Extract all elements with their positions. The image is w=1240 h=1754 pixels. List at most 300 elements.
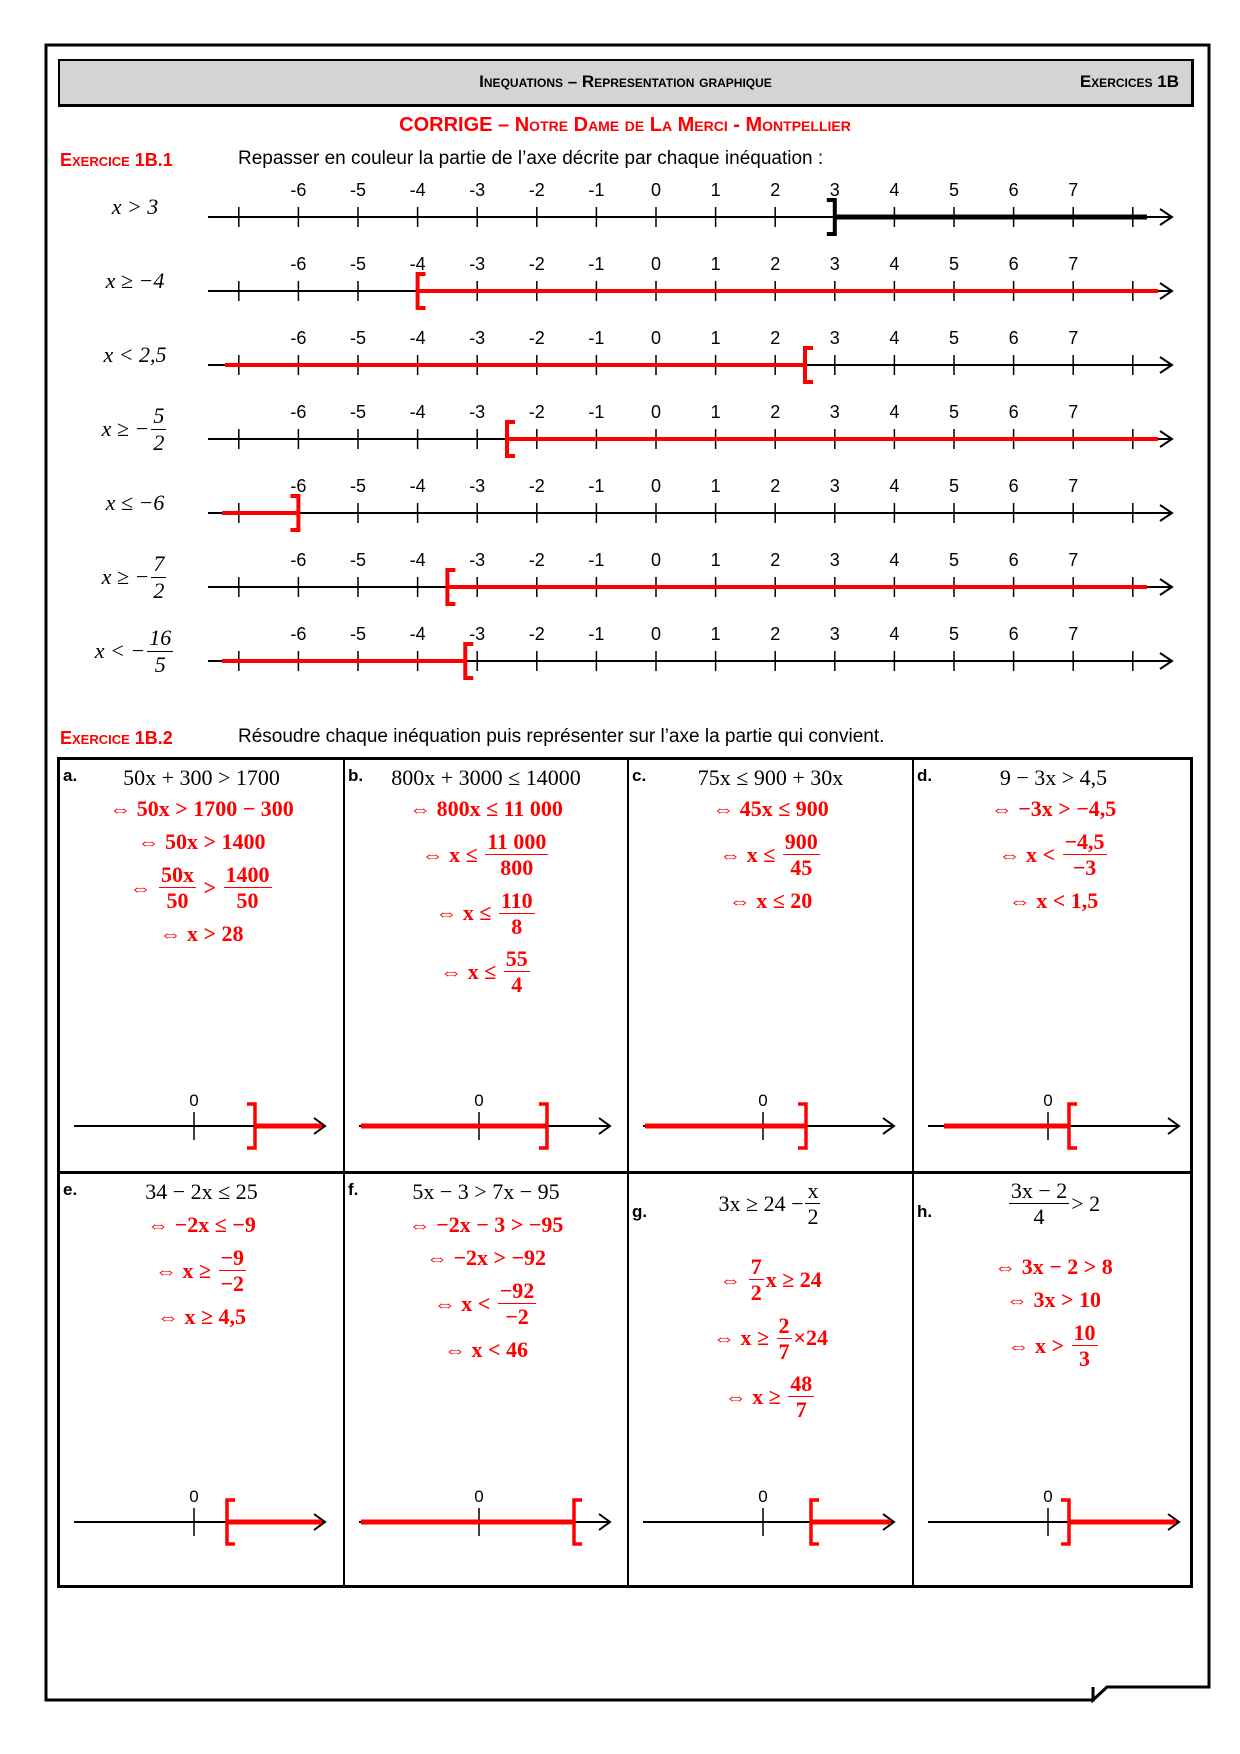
fraction-denominator: 4 xyxy=(511,972,523,998)
inequality-label xyxy=(75,616,195,686)
arrow-head-icon xyxy=(1160,283,1172,299)
mini-number-line xyxy=(629,1086,914,1166)
fraction-denominator: 2 xyxy=(153,429,165,455)
mini-number-line xyxy=(914,1482,1193,1562)
cell-equation xyxy=(914,1178,1193,1230)
fraction-denominator: 50 xyxy=(236,888,259,914)
arrow-head-icon xyxy=(1160,357,1172,373)
tick-label: 4 xyxy=(889,180,900,200)
math-text: ⇔ x ≤ xyxy=(719,841,781,867)
math-text: x < − xyxy=(94,638,146,663)
solution-steps xyxy=(914,796,1193,914)
tick-label: -3 xyxy=(469,476,486,496)
tick-label: 2 xyxy=(770,328,781,348)
fraction xyxy=(499,888,535,940)
tick-label: 3 xyxy=(829,254,840,274)
math-text: x ≥ 24 xyxy=(765,1266,822,1292)
tick-label: 0 xyxy=(650,624,662,644)
tick-label: -6 xyxy=(290,180,307,200)
math-text: x ≥ − xyxy=(101,416,150,441)
tick-label: -4 xyxy=(409,180,426,200)
math-text: ⇔ −3x > −4,5 xyxy=(990,796,1117,821)
tick-label: -6 xyxy=(290,328,307,348)
inequality-label xyxy=(75,246,195,316)
fraction-numerator: −92 xyxy=(499,1278,535,1303)
fraction-numerator: 7 xyxy=(153,551,165,577)
tick-label: 2 xyxy=(770,402,781,422)
solution-steps xyxy=(60,1212,343,1330)
solution-step xyxy=(129,862,273,914)
tick-label: 6 xyxy=(1008,254,1019,274)
tick-label: -2 xyxy=(528,328,545,348)
tick-label: 7 xyxy=(1068,402,1079,422)
interval-bracket xyxy=(827,200,835,234)
mini-number-line xyxy=(345,1086,629,1166)
fraction-numerator: 5 xyxy=(153,403,165,429)
solution-cell xyxy=(914,1174,1193,1585)
zero-label: 0 xyxy=(474,1487,484,1506)
solution-step xyxy=(109,796,294,822)
tick-label: -6 xyxy=(290,476,307,496)
solution-step xyxy=(147,1212,256,1238)
fraction xyxy=(777,1313,792,1365)
header-exercise-ref: Exercices 1B xyxy=(1079,72,1179,91)
fraction-denominator: 8 xyxy=(511,913,523,939)
solution-step xyxy=(422,829,551,881)
inequality-label xyxy=(75,394,195,464)
tick-label: -5 xyxy=(349,254,367,274)
arrow-head-icon xyxy=(1160,579,1172,595)
tick-label: 0 xyxy=(650,180,662,200)
tick-label: -5 xyxy=(349,550,367,570)
tick-label: 0 xyxy=(650,254,662,274)
tick-label: -4 xyxy=(409,624,426,644)
tick-label: -4 xyxy=(409,328,426,348)
fraction xyxy=(788,1371,814,1423)
tick-label: 4 xyxy=(889,476,900,496)
fraction-numerator: 110 xyxy=(500,887,533,913)
zero-label: 0 xyxy=(758,1487,768,1506)
cell-equation xyxy=(60,1176,343,1208)
mini-number-line xyxy=(629,1482,914,1562)
tick-label: -6 xyxy=(290,402,307,422)
tick-label: 7 xyxy=(1068,180,1079,200)
fraction-denominator: −3 xyxy=(1072,855,1097,881)
cell-equation xyxy=(629,762,912,794)
fraction xyxy=(224,862,272,914)
cell-equation xyxy=(629,1178,912,1230)
tick-label: -3 xyxy=(469,180,486,200)
cell-letter: c. xyxy=(632,766,647,785)
cell-equation xyxy=(60,762,343,794)
fraction xyxy=(151,551,166,603)
fraction xyxy=(805,1178,820,1230)
interval-bracket xyxy=(465,644,473,678)
tick-label: 4 xyxy=(889,328,900,348)
solution-step xyxy=(137,829,265,855)
math-text: ⇔ x ≤ 20 xyxy=(728,887,813,913)
math-text: ⇔ 3x > 10 xyxy=(1005,1287,1102,1312)
fraction-denominator: 800 xyxy=(500,855,534,881)
math-text: 75x ≤ 900 + 30x xyxy=(697,765,844,790)
header-bar xyxy=(58,59,1194,107)
cell-letter: d. xyxy=(917,766,933,785)
math-text: ⇔ x ≤ xyxy=(435,900,497,926)
fraction-numerator: 50x xyxy=(160,862,194,887)
tick-label: -2 xyxy=(528,180,545,200)
solution-step xyxy=(998,829,1108,881)
interval-bracket xyxy=(805,348,813,382)
zero-label: 0 xyxy=(189,1091,199,1110)
math-text: ⇔ x > 28 xyxy=(159,920,244,946)
fraction xyxy=(498,1278,537,1330)
tick-label: 1 xyxy=(710,402,721,422)
mini-number-line xyxy=(914,1086,1193,1166)
number-line xyxy=(208,624,1172,678)
solution-step xyxy=(994,1254,1113,1280)
math-text: ⇔ x > xyxy=(1007,1332,1070,1358)
fraction xyxy=(147,625,173,677)
cell-letter: f. xyxy=(348,1180,359,1199)
fraction xyxy=(1072,1320,1098,1372)
tick-label: 7 xyxy=(1068,476,1079,496)
solution-step xyxy=(434,1278,539,1330)
tick-label: -2 xyxy=(528,550,545,570)
math-text: ⇔ 3x − 2 > 8 xyxy=(994,1254,1113,1279)
tick-label: 0 xyxy=(650,402,662,422)
tick-label: -1 xyxy=(588,180,605,200)
math-text: ⇔ x ≥ 4,5 xyxy=(156,1303,247,1329)
math-text: x ≥ − xyxy=(101,564,150,589)
zero-label: 0 xyxy=(758,1091,768,1110)
solution-cell xyxy=(914,760,1193,1174)
fraction-numerator: −9 xyxy=(220,1245,245,1270)
tick-label: 1 xyxy=(710,476,721,496)
number-line xyxy=(208,254,1172,308)
solution-cell xyxy=(345,1174,629,1585)
mini-number-line xyxy=(60,1482,345,1562)
tick-label: -5 xyxy=(349,180,367,200)
solution-steps xyxy=(629,796,912,914)
tick-label: 5 xyxy=(948,254,960,274)
tick-label: 3 xyxy=(829,328,840,348)
fraction-denominator: −2 xyxy=(220,1271,245,1297)
math-text: x ≥ −4 xyxy=(105,268,165,293)
exercise2-instruction: Résoudre chaque inéquation puis représenter sur l’axe la partie qui convient. xyxy=(238,726,885,747)
math-text: ⇔ x < 1,5 xyxy=(1008,887,1099,913)
fraction-denominator: 4 xyxy=(1033,1204,1045,1230)
tick-label: 5 xyxy=(948,402,960,422)
tick-label: -1 xyxy=(588,328,605,348)
tick-label: 3 xyxy=(829,476,840,496)
fraction-denominator: 5 xyxy=(154,651,166,677)
solution-cell xyxy=(60,760,345,1174)
solution-cell xyxy=(629,760,914,1174)
tick-label: -3 xyxy=(469,328,486,348)
fraction-denominator: 50 xyxy=(166,888,189,914)
tick-label: -1 xyxy=(588,476,605,496)
inequality-label xyxy=(75,172,195,242)
fraction-denominator: 7 xyxy=(795,1397,807,1423)
math-text: ⇔ 45x ≤ 900 xyxy=(712,796,829,821)
solution-step xyxy=(159,921,243,947)
tick-label: 5 xyxy=(948,550,960,570)
math-text: ⇔ 50x > 1400 xyxy=(137,829,266,854)
math-text: ⇔ x < 46 xyxy=(443,1336,529,1362)
solution-step xyxy=(440,946,532,998)
cell-equation xyxy=(345,1176,627,1208)
tick-label: 1 xyxy=(710,180,721,200)
tick-label: -5 xyxy=(349,328,367,348)
solution-step xyxy=(725,1371,817,1423)
tick-label: -5 xyxy=(349,476,367,496)
tick-label: 6 xyxy=(1008,476,1019,496)
tick-label: 6 xyxy=(1008,550,1019,570)
tick-label: -4 xyxy=(409,550,426,570)
tick-label: 4 xyxy=(889,254,900,274)
interval-bracket xyxy=(447,570,455,604)
solution-steps xyxy=(345,796,627,998)
solution-step xyxy=(155,1245,248,1297)
tick-label: 6 xyxy=(1008,402,1019,422)
cell-letter: e. xyxy=(63,1180,78,1199)
math-text: 34 − 2x ≤ 25 xyxy=(145,1179,258,1204)
tick-label: 3 xyxy=(829,402,840,422)
fraction xyxy=(749,1254,764,1306)
exercise2-label: Exercice 1B.2 xyxy=(60,728,173,748)
tick-label: -6 xyxy=(290,550,307,570)
tick-label: 3 xyxy=(829,624,840,644)
fraction-numerator: 48 xyxy=(790,1371,813,1397)
math-text: ⇔ x ≤ xyxy=(440,958,502,984)
math-text: 5x − 3 > 7x − 95 xyxy=(412,1179,560,1204)
tick-label: -1 xyxy=(588,254,605,274)
tick-label: -3 xyxy=(469,624,486,644)
fraction-numerator: 900 xyxy=(784,829,818,854)
interval-bracket xyxy=(290,496,298,530)
tick-label: 5 xyxy=(948,328,960,348)
mini-number-line xyxy=(60,1086,345,1166)
fraction-denominator: 3 xyxy=(1079,1346,1091,1372)
tick-label: 3 xyxy=(829,180,840,200)
number-line xyxy=(208,180,1172,234)
fraction-numerator: 10 xyxy=(1073,1320,1096,1345)
zero-label: 0 xyxy=(1043,1091,1053,1110)
number-line xyxy=(208,550,1172,604)
tick-label: -4 xyxy=(409,254,426,274)
cell-letter: g. xyxy=(632,1202,648,1221)
fraction xyxy=(1009,1178,1069,1230)
inequality-label xyxy=(75,542,195,612)
solution-cell xyxy=(345,760,629,1174)
zero-label: 0 xyxy=(189,1487,199,1506)
math-text: 9 − 3x > 4,5 xyxy=(999,765,1108,790)
solution-step xyxy=(1009,888,1099,914)
tick-label: 2 xyxy=(770,624,781,644)
tick-label: 7 xyxy=(1068,550,1079,570)
tick-label: 2 xyxy=(770,476,781,496)
math-text: ⇔ x ≥ xyxy=(712,1325,775,1351)
math-text: ⇔ 800x ≤ 11 000 xyxy=(409,796,563,821)
math-text: ⇔ −2x − 3 > −95 xyxy=(408,1212,564,1237)
arrow-head-icon xyxy=(1160,653,1172,669)
math-text: x ≤ −6 xyxy=(105,490,165,515)
math-text: x > 3 xyxy=(111,194,159,219)
arrow-head-icon xyxy=(1160,209,1172,225)
arrow-head-icon xyxy=(1160,505,1172,521)
math-text: ⇔ x < xyxy=(433,1290,496,1316)
fraction-numerator: −4,5 xyxy=(1064,829,1105,854)
tick-label: -3 xyxy=(469,550,486,570)
fraction-denominator: 7 xyxy=(778,1338,790,1364)
solution-cell xyxy=(60,1174,345,1585)
solution-step xyxy=(713,1313,828,1365)
cell-letter: b. xyxy=(348,766,364,785)
math-text: ⇔ −2x > −92 xyxy=(425,1245,547,1270)
inequality-label xyxy=(75,468,195,538)
number-line xyxy=(208,328,1172,382)
interval-bracket xyxy=(418,274,426,308)
subtitle: CORRIGE – Notre Dame de La Merci - Montpellier xyxy=(399,114,851,136)
math-text: ⇔ x ≥ xyxy=(724,1383,787,1409)
solution-step xyxy=(435,888,536,940)
tick-label: -1 xyxy=(588,550,605,570)
solution-step xyxy=(157,1304,246,1330)
solution-step xyxy=(426,1245,546,1271)
solution-steps xyxy=(914,1254,1193,1372)
math-text: ⇔ x < xyxy=(998,841,1061,867)
cell-equation xyxy=(345,762,627,794)
fraction xyxy=(159,862,196,914)
tick-label: 4 xyxy=(889,402,900,422)
math-text: 50x + 300 > 1700 xyxy=(123,765,280,790)
exercise2-grid xyxy=(57,757,1193,1588)
solution-steps xyxy=(60,796,343,947)
fraction-numerator: 11 000 xyxy=(487,829,547,854)
tick-label: 2 xyxy=(770,254,781,274)
fraction-numerator: 2 xyxy=(778,1312,790,1338)
math-text: > xyxy=(197,874,222,900)
tick-label: -4 xyxy=(409,402,426,422)
solution-step xyxy=(719,829,822,881)
zero-label: 0 xyxy=(1043,1487,1053,1506)
solution-cell xyxy=(629,1174,914,1585)
solution-steps xyxy=(629,1254,912,1423)
tick-label: -5 xyxy=(349,402,367,422)
tick-label: 2 xyxy=(770,550,781,570)
number-line xyxy=(208,402,1172,456)
fraction xyxy=(219,1245,247,1297)
tick-label: 7 xyxy=(1068,624,1079,644)
math-text: 800x + 3000 ≤ 14000 xyxy=(391,765,581,790)
fraction-denominator: 2 xyxy=(153,577,165,603)
tick-label: 1 xyxy=(710,550,721,570)
tick-label: 6 xyxy=(1008,180,1019,200)
tick-label: -6 xyxy=(290,254,307,274)
fraction-numerator: 16 xyxy=(149,625,172,651)
cell-equation xyxy=(914,762,1193,794)
tick-label: 2 xyxy=(770,180,781,200)
tick-label: 0 xyxy=(650,550,662,570)
tick-label: 4 xyxy=(889,550,900,570)
math-text: ⇔ −2x ≤ −9 xyxy=(147,1212,256,1237)
number-line xyxy=(208,476,1172,530)
fraction xyxy=(151,403,166,455)
solution-step xyxy=(409,1212,564,1238)
solution-step xyxy=(729,888,813,914)
tick-label: -2 xyxy=(528,402,545,422)
fraction xyxy=(504,946,530,998)
cell-letter: a. xyxy=(63,766,78,785)
tick-label: -1 xyxy=(588,624,605,644)
math-text: ×24 xyxy=(793,1325,829,1351)
math-text: ⇔ x ≥ xyxy=(154,1257,217,1283)
solution-step xyxy=(712,796,829,822)
solution-steps xyxy=(345,1212,627,1363)
arrow-head-icon xyxy=(1160,431,1172,447)
solution-step xyxy=(991,796,1117,822)
fraction xyxy=(485,829,548,881)
fraction-denominator: 2 xyxy=(807,1204,819,1230)
tick-label: 5 xyxy=(948,476,960,496)
fraction-denominator: 2 xyxy=(750,1280,762,1306)
tick-label: 0 xyxy=(650,476,662,496)
tick-label: -6 xyxy=(290,624,307,644)
tick-label: 0 xyxy=(650,328,662,348)
solution-step xyxy=(1007,1320,1099,1372)
exercise1-instruction: Repasser en couleur la partie de l’axe décrite par chaque inéquation : xyxy=(238,148,824,169)
tick-label: 1 xyxy=(710,328,721,348)
math-text: ⇔ 50x > 1700 − 300 xyxy=(109,796,294,821)
fraction-denominator: −2 xyxy=(505,1304,529,1330)
cell-letter: h. xyxy=(917,1202,933,1221)
header-title: Inequations – Representation graphique xyxy=(479,72,772,91)
solution-step xyxy=(409,796,563,822)
mini-number-line xyxy=(345,1482,629,1562)
math-text: 3x ≥ 24 − xyxy=(718,1190,804,1216)
solution-step xyxy=(444,1337,528,1363)
inequality-label xyxy=(75,320,195,390)
tick-label: -2 xyxy=(528,624,545,644)
fraction-denominator: 45 xyxy=(790,855,813,881)
tick-label: -2 xyxy=(528,476,545,496)
tick-label: 6 xyxy=(1008,328,1019,348)
zero-label: 0 xyxy=(474,1091,484,1110)
fraction-numerator: x xyxy=(807,1178,819,1203)
tick-label: 6 xyxy=(1008,624,1019,644)
tick-label: -3 xyxy=(469,254,486,274)
math-text: ⇔ xyxy=(129,874,157,900)
tick-label: 5 xyxy=(948,180,960,200)
fraction-numerator: 7 xyxy=(750,1254,762,1279)
tick-label: -5 xyxy=(349,624,367,644)
tick-label: 1 xyxy=(710,254,721,274)
tick-label: 7 xyxy=(1068,254,1079,274)
tick-label: -3 xyxy=(469,402,486,422)
tick-label: 4 xyxy=(889,624,900,644)
exercise1-label: Exercice 1B.1 xyxy=(60,150,173,170)
math-text: x < 2,5 xyxy=(103,342,167,367)
tick-label: 1 xyxy=(710,624,721,644)
tick-label: -2 xyxy=(528,254,545,274)
tick-label: -4 xyxy=(409,476,426,496)
fraction-numerator: 3x − 2 xyxy=(1010,1178,1068,1203)
math-text: ⇔ x ≤ xyxy=(421,841,484,867)
solution-step xyxy=(1006,1287,1101,1313)
interval-bracket xyxy=(507,422,515,456)
fraction xyxy=(1063,829,1107,881)
fraction-numerator: 1400 xyxy=(225,862,270,887)
